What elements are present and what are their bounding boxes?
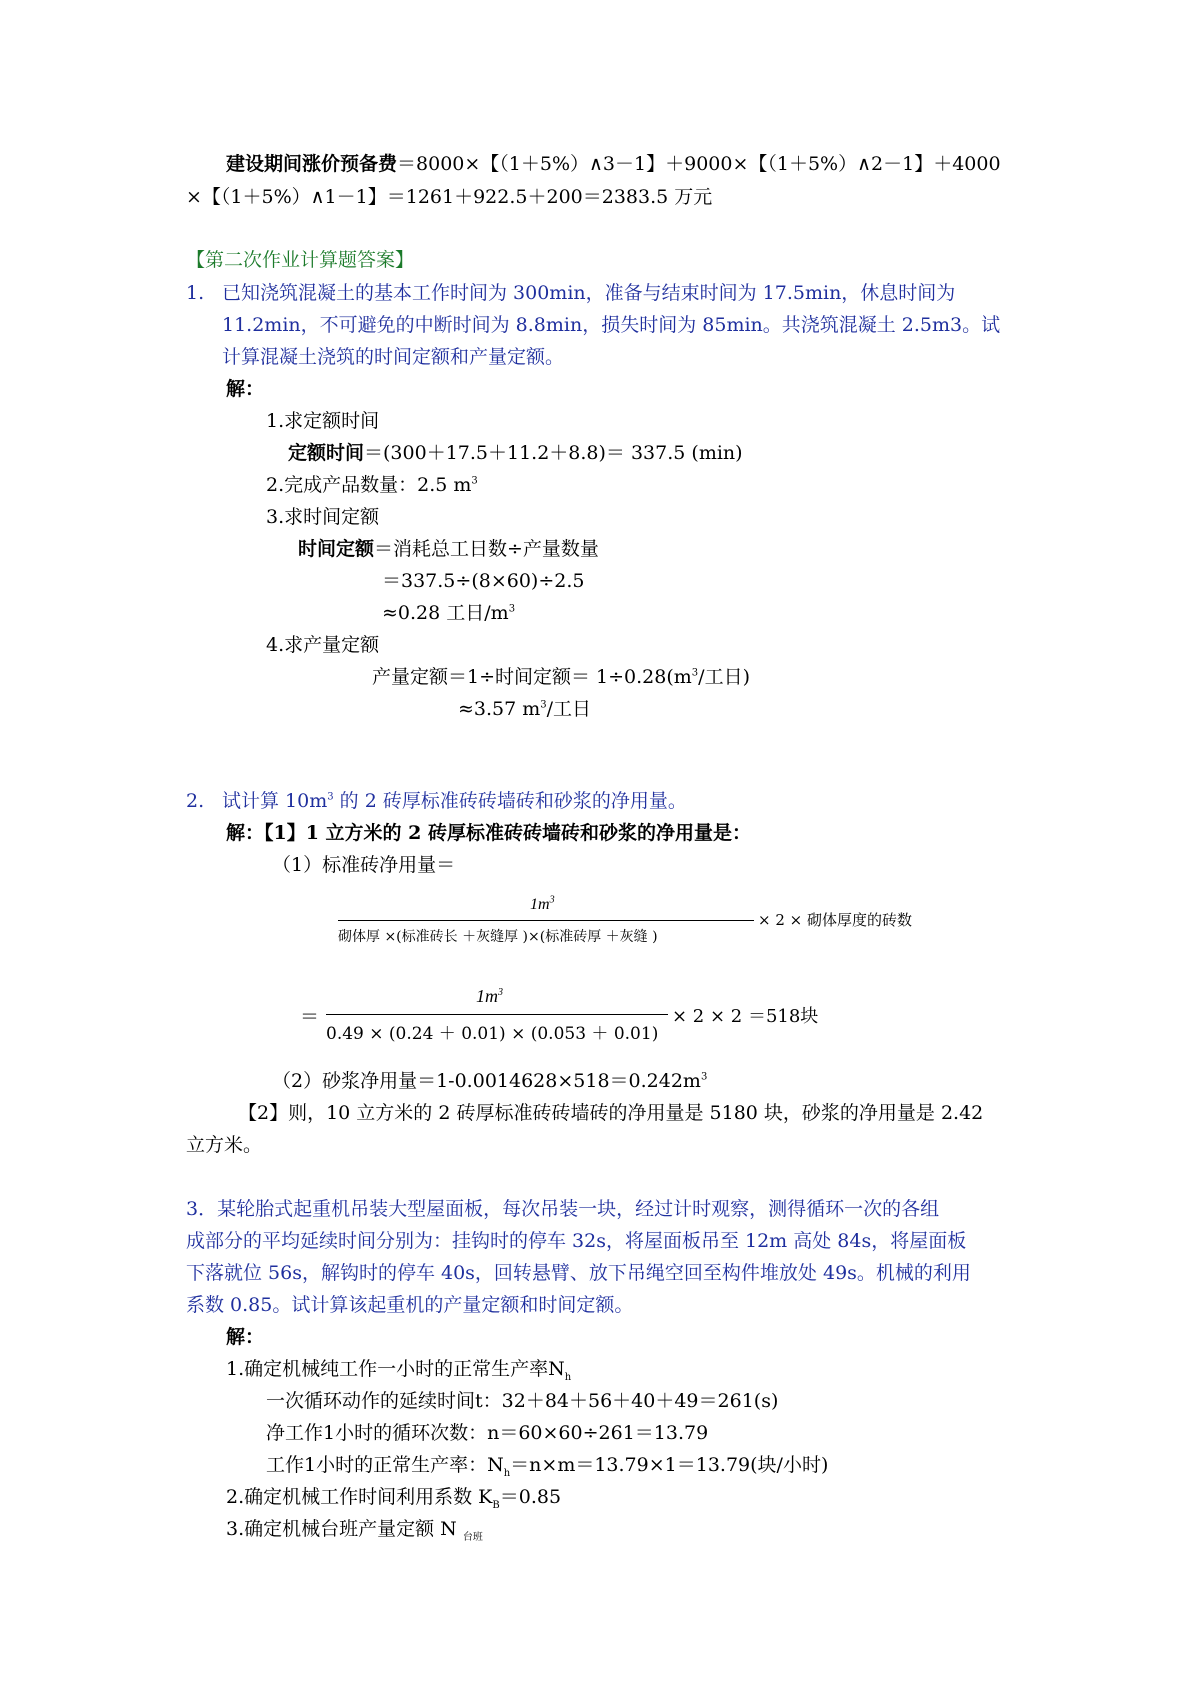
q1-step-3-result-sup: 3	[508, 603, 516, 615]
q2-text	[222, 788, 687, 814]
q2-text-a: 试计算 10m	[222, 790, 328, 812]
section-title: 【第二次作业计算题答案】	[186, 249, 415, 271]
fraction-2-numerator-sup: 3	[498, 987, 503, 998]
q3-step-1c-a: 工作1小时的正常生产率：N	[266, 1454, 504, 1476]
q1-step-4-formula-a: 产量定额＝1÷时间定额＝ 1÷0.28(m	[372, 666, 692, 688]
q3-step-2	[226, 1484, 561, 1510]
q3-step-2-sub: B	[492, 1499, 500, 1511]
q1-solution-label: 解：	[226, 378, 265, 400]
q2-item-2-text: （2）砂浆净用量＝1-0.0014628×518＝0.242m	[272, 1070, 701, 1092]
q3-step-3-a: 3.确定机械台班产量定额 N	[226, 1518, 463, 1540]
fraction-2-denominator: 0.49 × (0.24 ＋ 0.01) × (0.053 ＋ 0.01)	[326, 1024, 659, 1044]
q1-step-2-text: 2.完成产品数量：2.5 m	[266, 474, 472, 496]
q1-text-2: 11.2min，不可避免的中断时间为 8.8min，损失时间为 85min。共浇筑混凝土 2.5m3。试	[222, 314, 1001, 336]
q1-step-1: 1.求定额时间	[266, 410, 380, 432]
q2-text-b: 的 2 砖厚标准砖砖墙砖和砂浆的净用量。	[333, 790, 687, 812]
fraction-1-denominator: 砌体厚 ×(标准砖长 ＋灰缝厚 )×(标准砖厚 ＋灰缝 )	[338, 929, 658, 945]
q3-step-2-a: 2.确定机械工作时间利用系数 K	[226, 1486, 493, 1508]
q1-step-4-result	[458, 696, 591, 722]
intro-bold-label: 建设期间涨价预备费	[226, 153, 398, 175]
intro-line-1	[226, 151, 1001, 177]
q1-step-3-calc: ＝337.5÷(8×60)÷2.5	[382, 570, 585, 592]
q3-text-1: 3．某轮胎式起重机吊装大型屋面板，每次吊装一块，经过计时观察，测得循环一次的各组	[186, 1198, 940, 1220]
q1-number: 1.	[186, 282, 205, 304]
q2-item-2	[272, 1068, 707, 1094]
q2-number: 2.	[186, 790, 205, 812]
q2-item-1: （1）标准砖净用量＝	[272, 854, 456, 876]
q3-step-1-text: 1.确定机械纯工作一小时的正常生产率N	[226, 1358, 565, 1380]
q1-step-1-expr: ＝(300＋17.5＋11.2＋8.8)＝ 337.5 (min)	[364, 442, 743, 464]
q1-step-3-expr: ＝消耗总工日数÷产量数量	[374, 538, 599, 560]
q2-solution-heading: 解：【1】1 立方米的 2 砖厚标准砖砖墙砖和砂浆的净用量是：	[226, 822, 752, 844]
q1-step-4-formula	[372, 664, 750, 690]
q3-step-1b: 净工作1小时的循环次数：n＝60×60÷261＝13.79	[266, 1422, 709, 1444]
fraction-2-bar	[326, 1014, 668, 1015]
q1-step-1-formula	[288, 440, 743, 466]
q3-step-2-b: ＝0.85	[499, 1486, 562, 1508]
q2-conclusion-1: 【2】则，10 立方米的 2 砖厚标准砖砖墙砖的净用量是 5180 块，砂浆的净用量是 2.42	[238, 1102, 984, 1124]
intro-line-2: ×【（1＋5%）∧1－1】＝1261＋922.5＋200＝2383.5 万元	[186, 186, 713, 208]
q1-step-3-formula	[298, 536, 599, 562]
q1-step-4-result-sup: 3	[540, 699, 547, 711]
q1-step-4: 4.求产量定额	[266, 634, 380, 656]
q1-step-4-result-b: /工日	[546, 698, 592, 720]
q3-text-2: 成部分的平均延续时间分别为：挂钩时的停车 32s，将屋面板吊至 12m 高处 84s，将屋面板	[186, 1230, 967, 1252]
fraction-1-numerator	[530, 896, 555, 914]
fraction-brick-formula	[338, 896, 938, 956]
q1-step-3: 3.求时间定额	[266, 506, 380, 528]
q1-step-2	[266, 472, 478, 498]
q3-text-3: 下落就位 56s，解钩时的停车 40s，回转悬臂、放下吊绳空回至构件堆放处 49s。机械的利用	[186, 1262, 971, 1284]
fraction-2-numerator	[476, 986, 503, 1007]
q3-step-3	[226, 1516, 483, 1542]
q1-step-3-bold: 时间定额	[298, 538, 375, 560]
q1-step-4-formula-sup: 3	[691, 667, 699, 679]
fraction-1-bar	[338, 920, 754, 921]
q3-solution-label: 解：	[226, 1326, 265, 1348]
fraction-2-numerator-text: 1m	[476, 986, 498, 1006]
fraction-brick-calc	[300, 986, 860, 1050]
q1-step-1-bold: 定额时间	[288, 442, 365, 464]
q3-text-4: 系数 0.85。试计算该起重机的产量定额和时间定额。	[186, 1294, 634, 1316]
fraction-2-tail: × 2 × 2 ＝518块	[672, 1006, 819, 1027]
q3-step-1c-b: ＝n×m＝13.79×1＝13.79(块/小时)	[510, 1454, 829, 1476]
fraction-1-numerator-text: 1m	[530, 896, 550, 913]
intro-formula: ＝8000×【（1＋5%）∧3－1】＋9000×【（1＋5%）∧2－1】＋4000	[397, 153, 1001, 175]
q1-step-3-result	[382, 600, 515, 626]
q3-step-3-sub: 台班	[462, 1531, 483, 1543]
q3-step-1	[226, 1356, 571, 1382]
fraction-1-tail: × 2 × 砌体厚度的砖数	[758, 911, 912, 929]
q1-step-4-formula-b: /工日)	[698, 666, 750, 688]
q1-step-4-result-a: ≈3.57 m	[458, 698, 541, 720]
q3-step-1-sub: h	[564, 1371, 572, 1383]
q2-item-2-sup: 3	[700, 1071, 708, 1083]
q3-step-1c	[266, 1452, 828, 1478]
q2-conclusion-2: 立方米。	[186, 1134, 263, 1156]
q2-text-sup: 3	[327, 791, 334, 803]
q1-step-2-sup: 3	[471, 475, 478, 487]
q1-text-3: 计算混凝土浇筑的时间定额和产量定额。	[222, 346, 565, 368]
q1-step-3-result-text: ≈0.28 工日/m	[382, 602, 509, 624]
fraction-1-numerator-sup: 3	[549, 894, 555, 906]
fraction-2-lead: ＝	[300, 1006, 320, 1028]
q3-step-1c-sub: h	[503, 1467, 511, 1479]
q3-step-1a: 一次循环动作的延续时间t：32＋84＋56＋40＋49＝261(s)	[266, 1390, 779, 1412]
q1-text-1: 已知浇筑混凝土的基本工作时间为 300min，准备与结束时间为 17.5min，休息时间为	[222, 282, 956, 304]
